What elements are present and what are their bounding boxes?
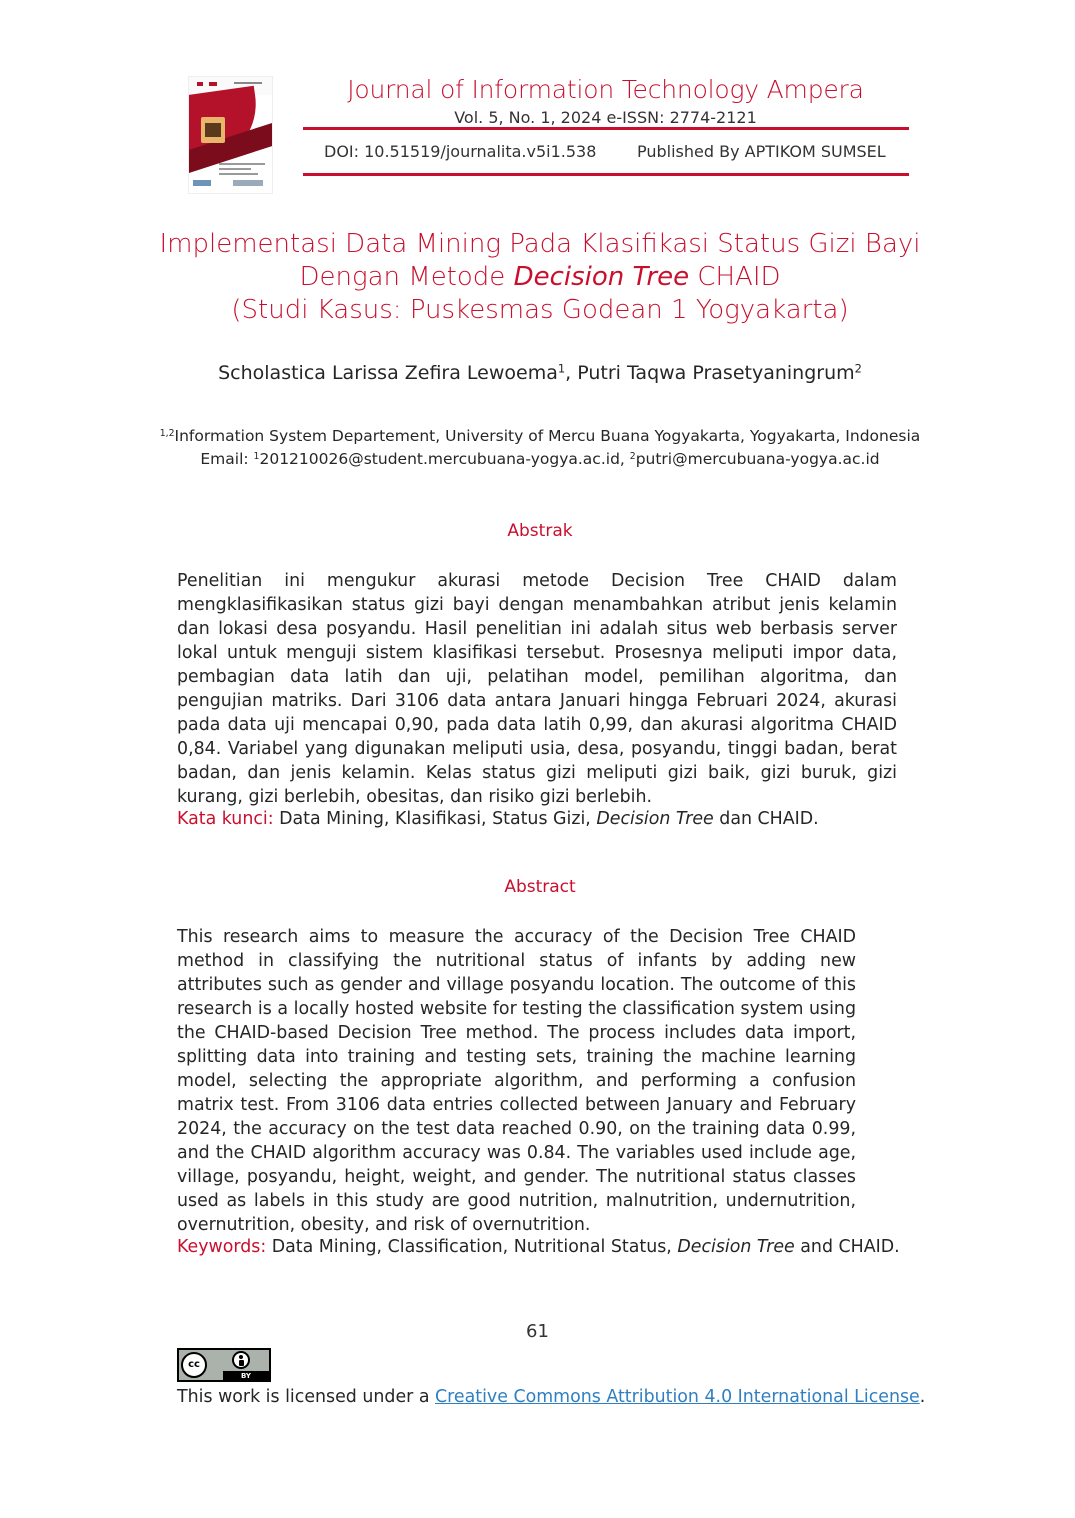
author-1: Scholastica Larissa Zefira Lewoema <box>218 362 558 384</box>
attribution-person-icon <box>232 1351 250 1369</box>
email-2: putri@mercubuana-yogya.ac.id <box>635 450 880 468</box>
volume-issn: Vol. 5, No. 1, 2024 e-ISSN: 2774-2121 <box>454 108 757 127</box>
journal-cover-thumbnail <box>189 77 272 193</box>
emails: Email: $^1$201210026@student.mercubuana-yogya.ac.id, $^2$putri@mercubuana-yogya.ac.id <box>200 450 880 468</box>
affiliation-block <box>120 425 960 471</box>
abstract-keywords: Keywords: Data Mining, Classification, Nutritional Status, Decision Tree and CHAID. <box>177 1237 900 1257</box>
keywords-label: Keywords: <box>177 1237 267 1257</box>
header-rule-bottom <box>303 173 909 176</box>
title-line-2: Dengan Metode Decision Tree CHAID <box>299 262 781 292</box>
cc-by-license-icon[interactable] <box>177 1348 271 1382</box>
abstrak-heading: Abstrak <box>507 521 573 541</box>
abstract-body: This research aims to measure the accuracy of the Decision Tree CHAID method in classifying the nutritional status of infants by adding new attributes such as gender and village posyandu location. The outcome of this research is a locally hosted website for testing the classification system using the CHAID-based Decision Tree method. The process includes data import, splitting data into training and testing sets, training the machine learning model, selecting the appropriate algorithm, and performing a confusion matrix test. From 3106 data entries collected between January and February 2024, the accuracy on the test data reached 0.90, on the training data 0.99, and the CHAID algorithm accuracy was 0.84. The variables used include age, village, posyandu, height, weight, and gender. The nutritional status classes used as labels in this study are good nutrition, malnutrition, undernutrition, overnutrition, obesity, and risk of overnutrition. <box>177 927 856 1235</box>
publisher: Published By APTIKOM SUMSEL <box>637 142 886 161</box>
email-1: 201210026@student.mercubuana-yogya.ac.id <box>259 450 620 468</box>
journal-name: Journal of Information Technology Ampera <box>347 75 864 104</box>
authors: Scholastica Larissa Zefira Lewoema$^1$, Putri Taqwa Prasetyaningrum$^2$ <box>218 361 862 384</box>
author-2: Putri Taqwa Prasetyaningrum <box>577 362 855 384</box>
article-title <box>120 228 960 327</box>
title-line-1: Implementasi Data Mining Pada Klasifikasi Status Gizi Bayi <box>159 229 921 259</box>
title-line-3: (Studi Kasus: Puskesmas Godean 1 Yogyakarta) <box>231 295 849 325</box>
doi: DOI: 10.51519/journalita.v5i1.538 <box>324 142 597 161</box>
license-statement: This work is licensed under a Creative Commons Attribution 4.0 International License. <box>177 1387 926 1407</box>
header-rule-top <box>303 127 909 130</box>
license-link[interactable]: Creative Commons Attribution 4.0 International License <box>435 1387 920 1407</box>
abstrak-keywords: Kata kunci: Data Mining, Klasifikasi, Status Gizi, Decision Tree dan CHAID. <box>177 809 819 829</box>
keywords-label: Kata kunci: <box>177 809 274 829</box>
by-label: BY <box>240 1372 252 1380</box>
page-number: 61 <box>526 1321 549 1342</box>
abstrak-body: Penelitian ini mengukur akurasi metode Decision Tree CHAID dalam mengklasifikasikan status gizi bayi dengan menambahkan atribut jenis kelamin dan lokasi desa posyandu. Hasil penelitian ini adalah situs web berbasis server lokal untuk menguji sistem klasifikasi tersebut. Prosesnya meliputi impor data, pembagian data latih dan uji, pelatihan model, pemilihan algoritma, dan pengujian matriks. Dari 3106 data antara Januari hingga Februari 2024, akurasi pada data uji mencapai 0,90, pada data latih 0,99, dan akurasi algoritma CHAID 0,84. Variabel yang digunakan meliputi usia, desa, posyandu, tinggi badan, berat badan, dan jenis kelamin. Kelas status gizi meliputi gizi baik, gizi buruk, gizi kurang, gizi berlebih, obesitas, dan risiko gizi berlebih. <box>177 571 897 807</box>
abstract-heading: Abstract <box>504 877 576 897</box>
cc-icon: cc <box>181 1352 207 1378</box>
affiliation: $^{1,2}$Information System Departement, University of Mercu Buana Yogyakarta, Yogyakarta, Indonesia <box>159 427 921 445</box>
